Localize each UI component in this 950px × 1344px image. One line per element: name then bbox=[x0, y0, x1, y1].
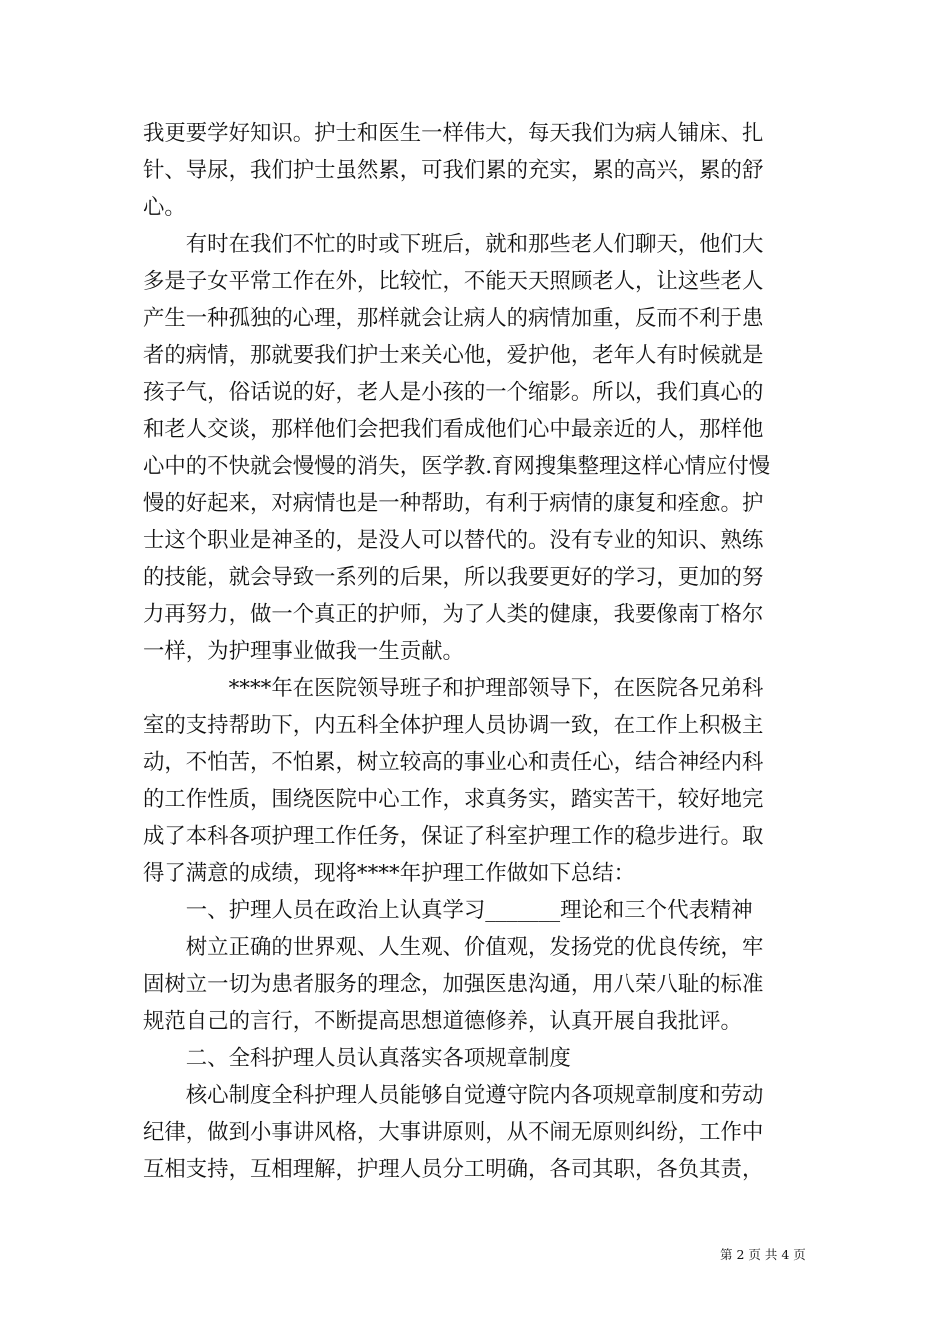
text-line: 士这个职业是神圣的，是没人可以替代的。没有专业的知识、熟练 bbox=[143, 528, 764, 553]
document-body bbox=[143, 115, 813, 1188]
text-line: 的工作性质，围绕医院中心工作，求真务实，踏实苦干，较好地完 bbox=[143, 787, 764, 812]
text-line: 针、导尿，我们护士虽然累，可我们累的充实，累的高兴，累的舒 bbox=[143, 158, 764, 183]
text-line: 动，不怕苦，不怕累，树立较高的事业心和责任心，结合神经内科 bbox=[143, 750, 764, 775]
text-line: 二、全科护理人员认真落实各项规章制度 bbox=[143, 1046, 571, 1071]
page-number-footer: 第 2 页 共 4 页 bbox=[720, 1247, 806, 1262]
text-line: 树立正确的世界观、人生观、价值观，发扬党的优良传统，牢 bbox=[143, 935, 764, 960]
text-line: 孩子气，俗话说的好，老人是小孩的一个缩影。所以，我们真心的 bbox=[143, 380, 764, 405]
text-line: 我更要学好知识。护士和医生一样伟大，每天我们为病人铺床、扎 bbox=[143, 121, 764, 146]
text-line: ****年在医院领导班子和护理部领导下，在医院各兄弟科 bbox=[143, 676, 764, 701]
text-line: 心。 bbox=[143, 195, 186, 220]
text-line: 和老人交谈，那样他们会把我们看成他们心中最亲近的人，那样他 bbox=[143, 417, 764, 442]
text-line: 固树立一切为患者服务的理念，加强医患沟通，用八荣八耻的标准 bbox=[143, 972, 764, 997]
text-line: 多是子女平常工作在外，比较忙，不能天天照顾老人，让这些老人 bbox=[143, 269, 764, 294]
text-line: 成了本科各项护理工作任务，保证了科室护理工作的稳步进行。取 bbox=[143, 824, 764, 849]
text-line: 心中的不快就会慢慢的消失，医学教.育网搜集整理这样心情应付慢 bbox=[143, 454, 771, 479]
text-line: 者的病情，那就要我们护士来关心他，爱护他，老年人有时候就是 bbox=[143, 343, 764, 368]
text-line: 慢的好起来，对病情也是一种帮助，有利于病情的康复和痊愈。护 bbox=[143, 491, 764, 516]
text-line: 得了满意的成绩，现将****年护理工作做如下总结： bbox=[143, 861, 635, 886]
text-line: 核心制度全科护理人员能够自觉遵守院内各项规章制度和劳动 bbox=[143, 1083, 764, 1108]
text-line: 规范自己的言行，不断提高思想道德修养，认真开展自我批评。 bbox=[143, 1009, 742, 1034]
text-line: 室的支持帮助下，内五科全体护理人员协调一致，在工作上积极主 bbox=[143, 713, 764, 738]
text-line: 互相支持，互相理解，护理人员分工明确，各司其职，各负其责， bbox=[143, 1157, 764, 1182]
text-line: 有时在我们不忙的时或下班后，就和那些老人们聊天，他们大 bbox=[143, 232, 764, 257]
text-line: 纪律，做到小事讲风格，大事讲原则，从不闹无原则纠纷，工作中 bbox=[143, 1120, 764, 1145]
text-line: 产生一种孤独的心理，那样就会让病人的病情加重，反而不利于患 bbox=[143, 306, 764, 331]
text-line: 一、护理人员在政治上认真学习_______理论和三个代表精神 bbox=[143, 898, 753, 923]
text-line: 的技能，就会导致一系列的后果，所以我要更好的学习，更加的努 bbox=[143, 565, 764, 590]
text-line: 力再努力，做一个真正的护师，为了人类的健康，我要像南丁格尔 bbox=[143, 602, 764, 627]
text-line: 一样，为护理事业做我一生贡献。 bbox=[143, 639, 464, 664]
